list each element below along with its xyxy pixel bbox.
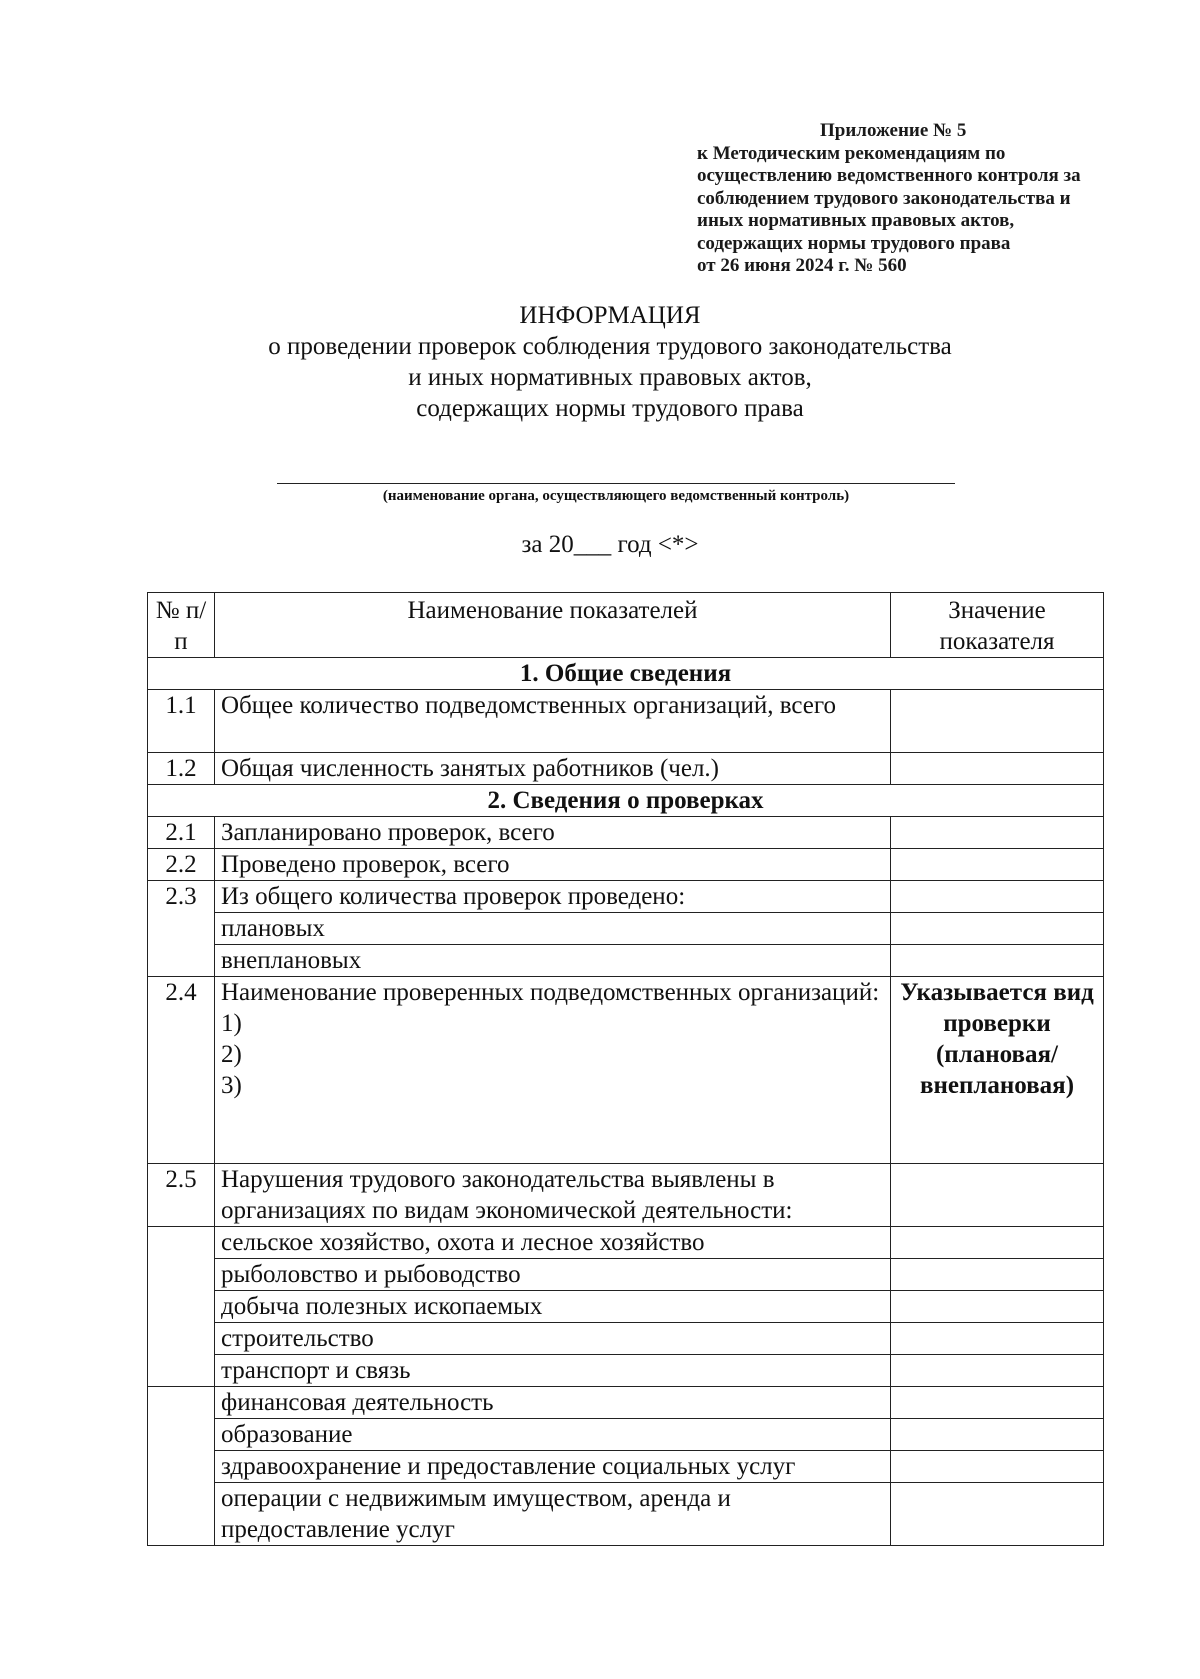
org-name-caption: (наименование органа, осуществляющего ведомственный контроль) bbox=[382, 488, 850, 504]
section-title: 1. Общие сведения bbox=[148, 658, 1104, 690]
value-cell[interactable] bbox=[891, 1323, 1104, 1355]
table-row bbox=[148, 1323, 1104, 1355]
table-row bbox=[148, 690, 1104, 753]
header-num: № п/п bbox=[148, 593, 215, 658]
table-row bbox=[148, 881, 1104, 913]
row-name: Из общего количества проверок проведено: bbox=[215, 881, 891, 913]
table-row bbox=[148, 977, 1104, 1164]
value-cell[interactable] bbox=[891, 945, 1104, 977]
row-num: 2.2 bbox=[148, 849, 215, 881]
header-name: Наименование показателей bbox=[215, 593, 891, 658]
value-cell[interactable] bbox=[891, 1387, 1104, 1419]
table-row bbox=[148, 753, 1104, 785]
activity-name: финансовая деятельность bbox=[215, 1387, 891, 1419]
activity-name: операции с недвижимым имуществом, аренда и предоставление услуг bbox=[215, 1483, 891, 1546]
value-cell[interactable] bbox=[891, 1291, 1104, 1323]
activity-name: строительство bbox=[215, 1323, 891, 1355]
row-name: Общая численность занятых работников (чел.) bbox=[215, 753, 891, 785]
activity-name: сельское хозяйство, охота и лесное хозяйство bbox=[215, 1227, 891, 1259]
row-name: Запланировано проверок, всего bbox=[215, 817, 891, 849]
activity-name: здравоохранение и предоставление социальных услуг bbox=[215, 1451, 891, 1483]
activity-name: образование bbox=[215, 1419, 891, 1451]
value-cell[interactable] bbox=[891, 1227, 1104, 1259]
value-cell[interactable] bbox=[891, 1355, 1104, 1387]
value-cell[interactable] bbox=[891, 690, 1104, 753]
row-num: 2.5 bbox=[148, 1164, 215, 1227]
table-row bbox=[148, 849, 1104, 881]
table-row bbox=[148, 1419, 1104, 1451]
row-num: 2.3 bbox=[148, 881, 215, 977]
title-line: о проведении проверок соблюдения трудового законодательства bbox=[268, 333, 952, 360]
row-num: 2.4 bbox=[148, 977, 215, 1164]
list-item: 1) bbox=[221, 1010, 242, 1037]
value-cell[interactable] bbox=[891, 1164, 1104, 1227]
table-row bbox=[148, 817, 1104, 849]
value-cell[interactable] bbox=[891, 753, 1104, 785]
header-value: Значение показателя bbox=[891, 593, 1104, 658]
empty-num-cell bbox=[148, 1387, 215, 1546]
year-line: за 20___ год <*> bbox=[521, 531, 699, 558]
table-row bbox=[148, 1387, 1104, 1419]
title-line: и иных нормативных правовых актов, bbox=[408, 364, 812, 391]
value-cell[interactable] bbox=[891, 913, 1104, 945]
title-line: содержащих нормы трудового права bbox=[416, 395, 804, 422]
row-num: 2.1 bbox=[148, 817, 215, 849]
row-name: внеплановых bbox=[215, 945, 891, 977]
title-heading: ИНФОРМАЦИЯ bbox=[519, 302, 701, 329]
appendix-line: Приложение № 5 bbox=[820, 120, 967, 141]
row-name: Общее количество подведомственных организаций, всего bbox=[215, 690, 891, 753]
table-row bbox=[148, 945, 1104, 977]
org-name-blank-line bbox=[277, 483, 955, 484]
appendix-line: от 26 июня 2024 г. № 560 bbox=[697, 255, 907, 276]
table-row bbox=[148, 1355, 1104, 1387]
row-name: плановых bbox=[215, 913, 891, 945]
value-cell[interactable] bbox=[891, 881, 1104, 913]
value-hint: Указывается вид проверки (плановая/ внеплановая) bbox=[891, 977, 1104, 1164]
activity-name: рыболовство и рыбоводство bbox=[215, 1259, 891, 1291]
table-row bbox=[148, 913, 1104, 945]
value-cell[interactable] bbox=[891, 1259, 1104, 1291]
activity-name: добыча полезных ископаемых bbox=[215, 1291, 891, 1323]
empty-num-cell bbox=[148, 1227, 215, 1387]
table-row bbox=[148, 1291, 1104, 1323]
table-row bbox=[148, 1259, 1104, 1291]
row-num: 1.2 bbox=[148, 753, 215, 785]
value-cell[interactable] bbox=[891, 1419, 1104, 1451]
indicators-table bbox=[147, 592, 1104, 1546]
row-num: 1.1 bbox=[148, 690, 215, 753]
value-cell[interactable] bbox=[891, 817, 1104, 849]
appendix-line: иных нормативных правовых актов, bbox=[697, 210, 1015, 231]
appendix-line: содержащих нормы трудового права bbox=[697, 232, 1011, 254]
table-row bbox=[148, 1451, 1104, 1483]
document-title bbox=[130, 300, 1090, 424]
value-cell[interactable] bbox=[891, 849, 1104, 881]
activity-name: транспорт и связь bbox=[215, 1355, 891, 1387]
value-cell[interactable] bbox=[891, 1483, 1104, 1546]
table-row bbox=[148, 1227, 1104, 1259]
row-name-text: Наименование проверенных подведомственных организаций: bbox=[221, 979, 880, 1006]
row-name bbox=[215, 977, 891, 1164]
row-name: Нарушения трудового законодательства выявлены в организациях по видам экономической деятельности: bbox=[215, 1164, 891, 1227]
table-header-row bbox=[148, 593, 1104, 658]
appendix-line: к Методическим рекомендациям по bbox=[697, 142, 1006, 164]
appendix-note bbox=[697, 120, 1117, 278]
value-cell[interactable] bbox=[891, 1451, 1104, 1483]
section-row bbox=[148, 785, 1104, 817]
list-item: 2) bbox=[221, 1041, 242, 1068]
section-row bbox=[148, 658, 1104, 690]
table-row bbox=[148, 1164, 1104, 1227]
section-title: 2. Сведения о проверках bbox=[148, 785, 1104, 817]
appendix-line: соблюдением трудового законодательства и bbox=[697, 187, 1071, 209]
appendix-line: осуществлению ведомственного контроля за bbox=[697, 165, 1081, 186]
list-item: 3) bbox=[221, 1072, 242, 1099]
table-row bbox=[148, 1483, 1104, 1546]
row-name: Проведено проверок, всего bbox=[215, 849, 891, 881]
